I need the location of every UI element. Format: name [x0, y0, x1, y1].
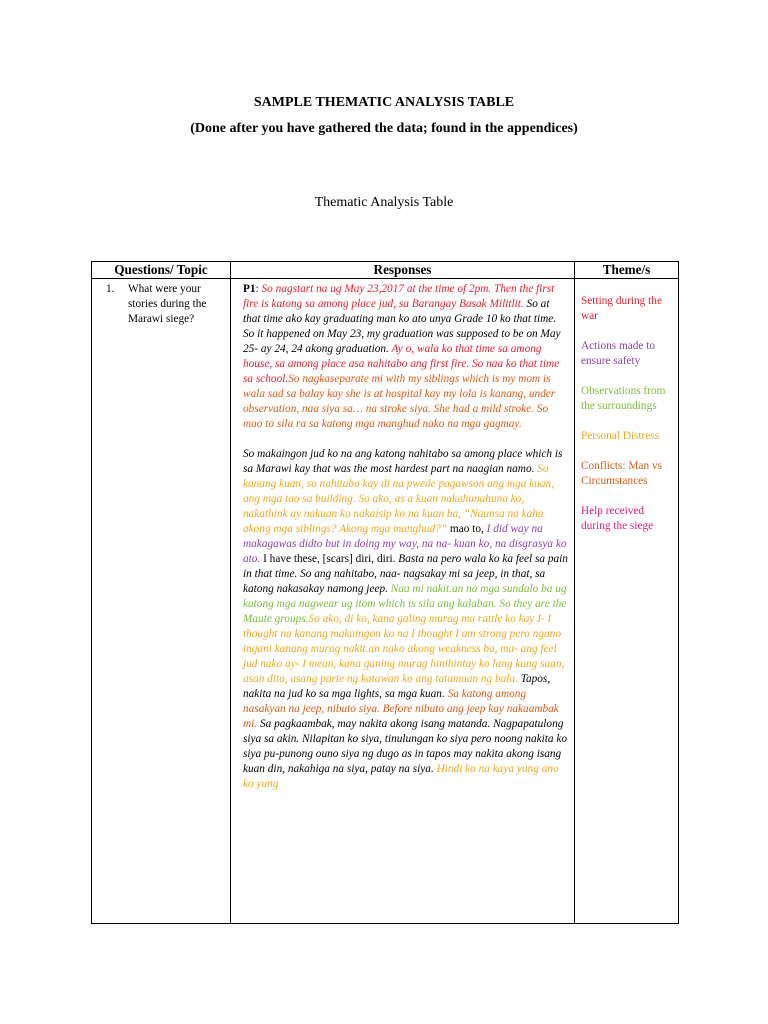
- thematic-analysis-table: [91, 261, 679, 924]
- response-segment: So nagkaseparate mi with my siblings which is my mom is wala sad sa balay kay she is at hospital kay my lola is kanang, under observation, naa siya sa… na stroke siya. She had a mild stroke. So mao to sila ra sa katong mga manghud nako na mga gagmay.: [243, 373, 556, 430]
- theme-label: Actions made to ensure safety: [581, 340, 656, 367]
- response-segment: Basta na pero wala ko ka feel sa pain in that time. So ang nahitabo, naa- nagsakay mi sa jeep, in that, sa katong nakasakay namong jeep.: [243, 553, 568, 595]
- column-header-themes: Theme/s: [575, 262, 679, 279]
- question-number: 1.: [106, 283, 115, 295]
- page-subtitle: (Done after you have gathered the data; found in the appendices): [190, 121, 578, 136]
- response-segment: Hindi ko na kaya yung ano ko yung: [243, 763, 559, 790]
- table-header-row: [92, 262, 679, 279]
- theme-label: Conflicts: Man vs Circumstances: [581, 460, 662, 487]
- response-segment: So ako, di ko, kana galing murag ma rattle ko kay I- I thought na kanang makaingon ko na I thought I am strong pero ngano ingani kanang murag nakit.an nako akong weakness ba, ma- ang feel jud nako ay- I mean, kana ganing murag hinihintay ko lang kung saan, asan dito, asang parte ng katawan ko ang tatamaan ng bala.: [243, 613, 565, 685]
- question-text: What were your stories during the Marawi siege?: [128, 283, 207, 325]
- response-segment: I did way na makagawas didto but in doing my way, na na- kuan ko, na disgrasya ko ato.: [243, 523, 567, 565]
- response-segment: So kanang kuan, so nahitabo kay di na pwede pagawson ang mga kuan, ang mga tao sa building. So ako, as a kuan nakahunahuna ko, nakathink ay nakuan ko nakaisip ko na kuan ba, “Naunsa na kaha akong mga siblings? Akong mga manghud?”: [243, 463, 554, 535]
- theme-label: Observations from the surroundings: [581, 385, 666, 412]
- theme-label: Personal Distress: [581, 430, 660, 442]
- response-segment: mao to,: [447, 523, 484, 535]
- column-header-responses: Responses: [231, 262, 575, 279]
- response-segment: Sa pagkaambak, may nakita akong isang matanda. Nagpapatulong siya sa akin. Nilapitan ko siya, tinulungan ko siya pero noong nakita ko siya pu-punong ouno siya ng dugo as in tapos may nakita akong isang kuan din, nakahiga na siya, patay na siya.: [243, 718, 568, 775]
- question-cell: [92, 279, 231, 924]
- response-segment: So makaingon jud ko na ang katong nahitabo sa among place which is sa Marawi kay that was the most hardest part na naagian namo.: [243, 448, 563, 475]
- theme-label: Help received during the siege: [581, 505, 654, 532]
- response-segment: So at that time ako kay graduating man ko ato unya Grade 10 ko that time. So it happened on May 23, my graduation was supposed to be on May 25- ay 24, 24 akong graduation.: [243, 298, 561, 355]
- response-segment: Sa katong among nasakyan na jeep, nibuto siya. Before nibuto ang jeep kay nakaambak mi.: [243, 688, 559, 730]
- response-segment: Tapos, nakita na jud ko sa mga lights, sa mga kuan.: [243, 673, 551, 700]
- response-cell: [231, 279, 575, 924]
- response-segment: Naa mi nakit.an na mga sundalo ba ug katong mga nagwear ug itom which is sila ang kalaban. So they are the Maute groups.: [243, 583, 567, 625]
- themes-cell: [575, 279, 679, 924]
- response-segment: I have these, [scars] diri, diri.: [260, 553, 396, 565]
- response-paragraph-2: [243, 447, 569, 792]
- response-segment: Ay o, wala ko that time sa among house, sa among place asa nahitabo ang first fire.: [243, 343, 542, 370]
- theme-label: Setting during the war: [581, 295, 662, 322]
- page-title: SAMPLE THEMATIC ANALYSIS TABLE: [253, 95, 515, 110]
- column-header-questions: Questions/ Topic: [92, 262, 231, 279]
- table-caption: Thematic Analysis Table: [314, 195, 454, 210]
- table-row: [92, 279, 679, 924]
- response-segment: :: [255, 283, 262, 295]
- response-paragraph-1: [243, 282, 569, 432]
- response-segment: So naa ko that time sa school.: [243, 358, 560, 385]
- participant-label: P1: [243, 283, 256, 295]
- response-segment: So nagstart na ug May 23,2017 at the time of 2pm. Then the first fire is katong sa among place jud, sa Barangay Basak Militlit.: [243, 283, 555, 310]
